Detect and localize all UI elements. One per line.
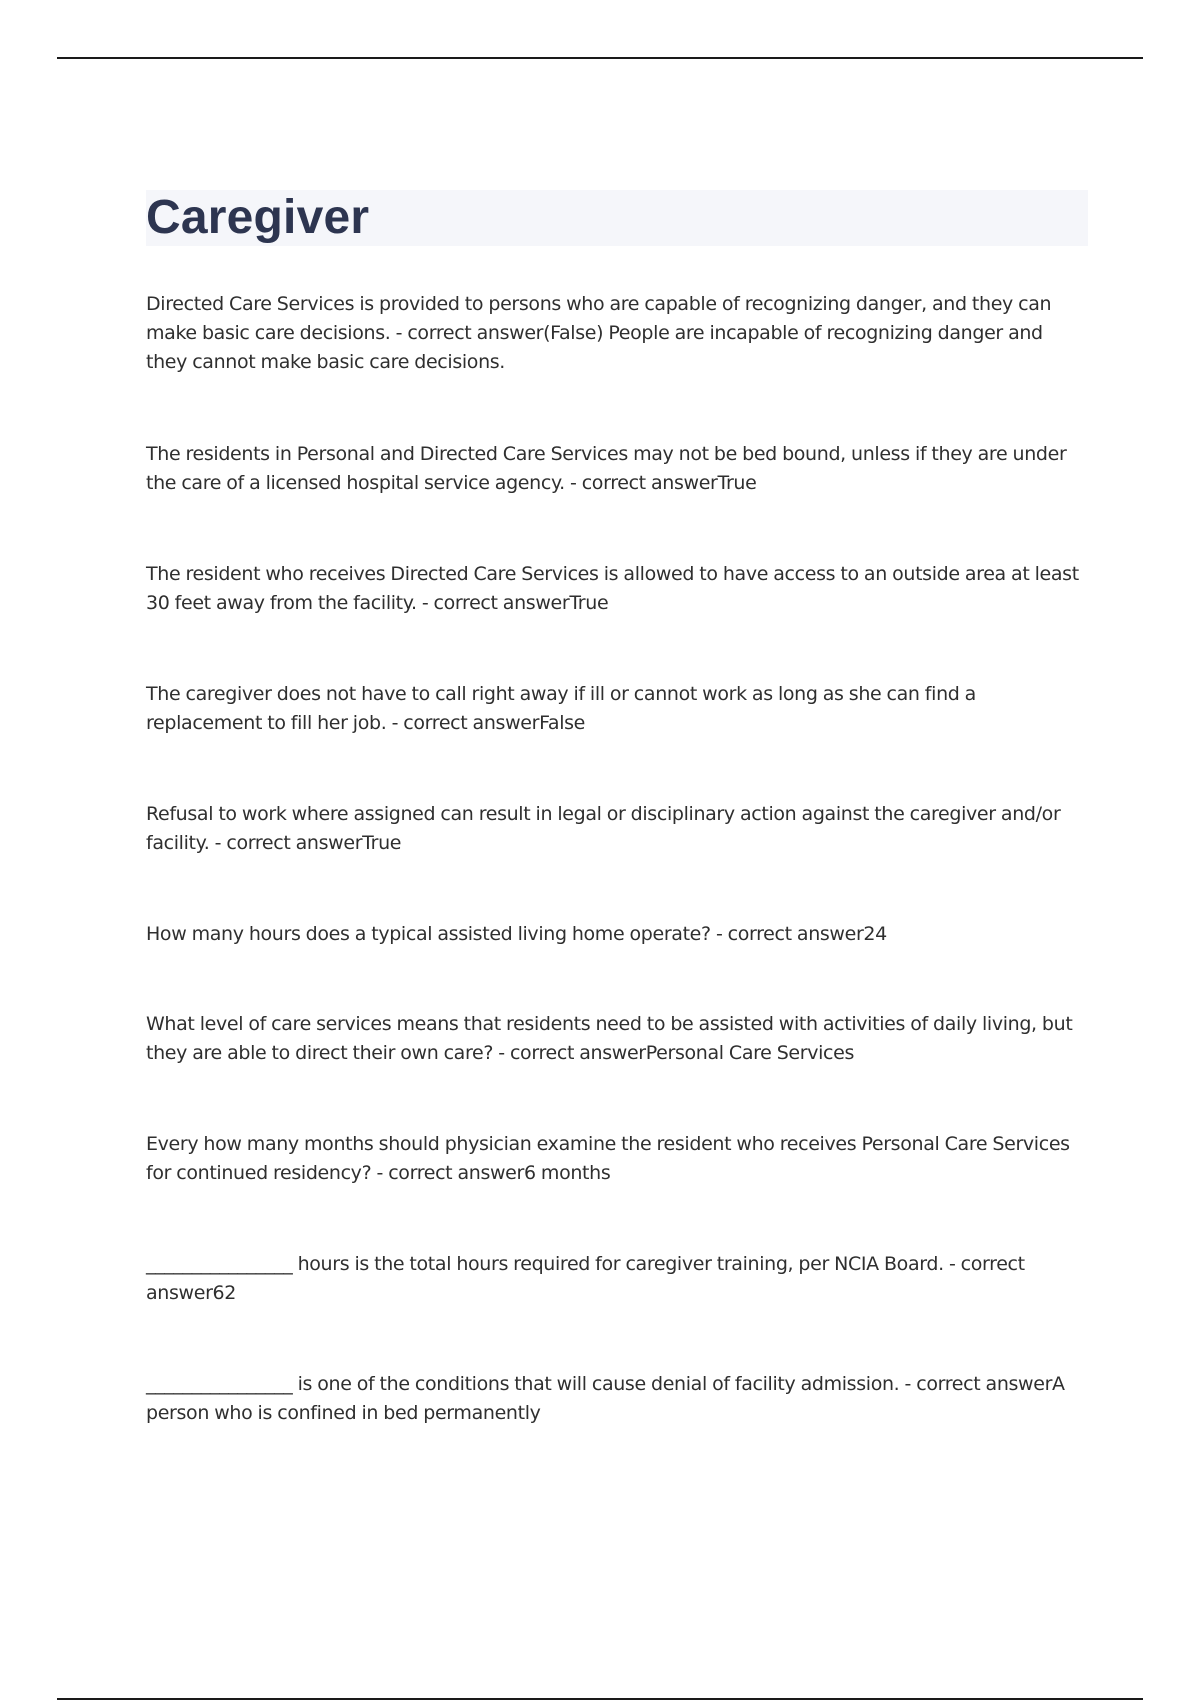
qa-text: The caregiver does not have to call right away if ill or cannot work as long as she can find a replacement to fill her job. - correct answerFalse — [146, 683, 976, 734]
qa-text: ________________ is one of the conditions that will cause denial of facility admission. - correct answerA person who is confined in bed permanently — [146, 1373, 1065, 1424]
qa-item — [146, 920, 1088, 949]
qa-text: ________________ hours is the total hours required for caregiver training, per NCIA Board. - correct answer62 — [146, 1253, 1025, 1304]
qa-item — [146, 560, 1088, 618]
qa-item — [146, 1130, 1088, 1188]
qa-item — [146, 800, 1088, 858]
qa-text: How many hours does a typical assisted living home operate? - correct answer24 — [146, 923, 887, 945]
qa-item — [146, 1370, 1088, 1428]
qa-text: The residents in Personal and Directed Care Services may not be bed bound, unless if they are under the care of a licensed hospital service agency. - correct answerTrue — [146, 443, 1067, 494]
qa-item — [146, 680, 1088, 738]
top-rule — [57, 57, 1143, 59]
qa-item — [146, 1010, 1088, 1068]
page-title: Caregiver — [146, 191, 370, 244]
qa-item — [146, 440, 1088, 498]
qa-text: What level of care services means that residents need to be assisted with activities of daily living, but they are able to direct their own care? - correct answerPersonal Care Services — [146, 1013, 1073, 1064]
qa-text: Refusal to work where assigned can result in legal or disciplinary action against the caregiver and/or facility. - correct answerTrue — [146, 803, 1061, 854]
qa-text: Directed Care Services is provided to persons who are capable of recognizing danger, and they can make basic care decisions. - correct answer(False) People are incapable of recognizing danger and they cannot make basic care decisions. — [146, 293, 1052, 373]
qa-item — [146, 1250, 1088, 1308]
qa-text: The resident who receives Directed Care Services is allowed to have access to an outside area at least 30 feet away from the facility. - correct answerTrue — [146, 563, 1079, 614]
qa-item — [146, 290, 1088, 377]
qa-text: Every how many months should physician examine the resident who receives Personal Care Services for continued residency? - correct answer6 months — [146, 1133, 1070, 1184]
